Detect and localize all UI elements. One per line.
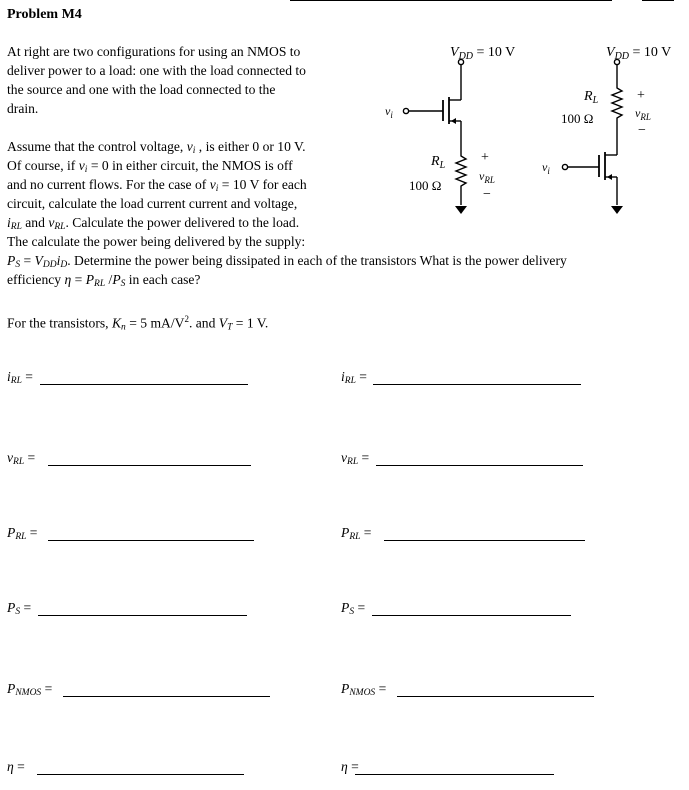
vi1-label: $v_i$	[385, 104, 393, 120]
answer-blank-left-1[interactable]	[40, 384, 248, 385]
vrl2-label: $v_{RL}$	[635, 106, 651, 122]
answer-blank-right-6[interactable]	[355, 774, 554, 775]
problem-title: Problem M4	[7, 7, 82, 22]
answer-label-right-5: $P_{NMOS}$ =	[341, 681, 387, 698]
vdd1-label: $V_{DD} = 10$ V	[450, 45, 516, 62]
answer-blank-left-4[interactable]	[38, 615, 247, 616]
plus1: +	[481, 150, 489, 165]
answer-blank-right-3[interactable]	[384, 540, 585, 541]
body-line-7: $P_S = V_{DD}i_D$. Determine the power being dissipated in each of the transistors What is the power delivery	[7, 253, 567, 270]
vrl1-label: $v_{RL}$	[479, 169, 495, 185]
body-line-8: efficiency $\eta = P_{RL}$ $/P_S$ in each case?	[7, 272, 201, 289]
answer-label-left-4: $P_S$ =	[7, 600, 32, 617]
rl1-label: $R_L$	[431, 154, 446, 171]
body-line-2: Of course, if $v_i = 0$ in either circuit, the NMOS is off	[7, 158, 293, 175]
circuit-diagrams	[0, 0, 689, 240]
params-line: For the transistors, $K_n = 5$ $mA/V^2$. and $V_T = 1$ V.	[7, 314, 269, 333]
answer-blank-left-5[interactable]	[63, 696, 270, 697]
answer-label-right-6: η =	[341, 759, 359, 774]
answer-label-right-3: $P_{RL}$ =	[341, 525, 372, 542]
intro-line-3: the source and one with the load connected to the	[7, 82, 276, 97]
answer-blank-left-6[interactable]	[37, 774, 244, 775]
rl2-value: 100 Ω	[561, 111, 594, 126]
intro-line-4: drain.	[7, 101, 39, 116]
answer-label-right-1: $i_{RL}$ =	[341, 369, 367, 386]
rl1-value: 100 Ω	[409, 178, 442, 193]
answer-blank-right-5[interactable]	[397, 696, 594, 697]
answer-label-left-5: $P_{NMOS}$ =	[7, 681, 53, 698]
body-line-3: and no current flows. For the case of $v_i = 10$ V for each	[7, 177, 307, 194]
body-line-4: circuit, calculate the load current current and voltage,	[7, 196, 298, 211]
vi2-label: $v_i$	[542, 160, 550, 176]
answer-blank-right-2[interactable]	[376, 465, 583, 466]
body-line-6: The calculate the power being delivered by the supply:	[7, 234, 306, 249]
answer-label-left-1: $i_{RL}$ =	[7, 369, 33, 386]
intro-line-1: At right are two configurations for using an NMOS to	[7, 44, 301, 59]
answer-blank-right-4[interactable]	[372, 615, 571, 616]
body-line-1: Assume that the control voltage, $v_i$ , is either 0 or 10 V.	[7, 139, 306, 156]
answer-label-right-4: $P_S$ =	[341, 600, 366, 617]
rl2-label: $R_L$	[584, 89, 599, 106]
answer-label-left-3: $P_{RL}$ =	[7, 525, 38, 542]
answer-blank-left-2[interactable]	[48, 465, 251, 466]
intro-line-2: deliver power to a load: one with the load connected to	[7, 63, 306, 78]
minus1: −	[483, 187, 491, 202]
answer-blank-right-1[interactable]	[373, 384, 581, 385]
answer-label-right-2: $v_{RL}$ =	[341, 450, 370, 467]
answer-blank-left-3[interactable]	[48, 540, 254, 541]
vdd2-label: $V_{DD} = 10$ V	[606, 45, 672, 62]
plus2: +	[637, 88, 645, 103]
answer-label-left-2: $v_{RL}$ =	[7, 450, 36, 467]
answer-label-left-6: η =	[7, 759, 25, 774]
minus2: −	[638, 123, 646, 138]
body-line-5: $i_{RL}$ and $v_{RL}$. Calculate the power delivered to the load.	[7, 215, 300, 232]
